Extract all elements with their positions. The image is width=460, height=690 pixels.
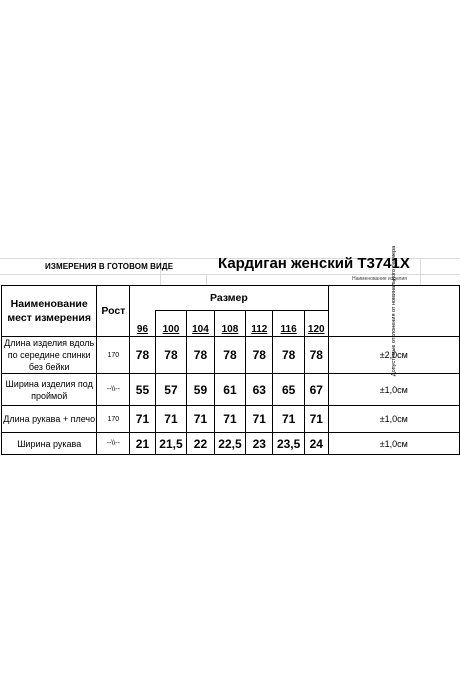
measurement-name: Ширина изделия под проймой	[2, 374, 97, 406]
measurement-name: Длина рукава + плечо	[2, 406, 97, 433]
size-value: 24	[304, 433, 328, 455]
size-value: 21	[130, 433, 155, 455]
tolerance-value: ±2,0см	[328, 337, 459, 374]
size-value: 71	[304, 406, 328, 433]
size-value: 78	[187, 337, 214, 374]
size-value: 22	[187, 433, 214, 455]
table-row	[2, 406, 460, 433]
table-row	[2, 433, 460, 455]
measurements-heading: ИЗМЕРЕНИЯ В ГОТОВОМ ВИДЕ	[45, 262, 174, 271]
size-value: 71	[130, 406, 155, 433]
size-value: 71	[187, 406, 214, 433]
size-value: 71	[273, 406, 305, 433]
tolerance-header: Допустимые отклонения от номинального размера	[328, 286, 459, 337]
size-header: 96	[130, 311, 155, 337]
product-title: Кардиган женский Т3741Х	[218, 255, 410, 272]
height-value: --\\--	[97, 433, 130, 455]
size-value: 71	[246, 406, 273, 433]
size-value: 59	[187, 374, 214, 406]
size-header: 116	[273, 311, 305, 337]
size-value: 65	[273, 374, 305, 406]
size-header: 120	[304, 311, 328, 337]
size-value: 78	[130, 337, 155, 374]
grid-line	[206, 274, 207, 285]
size-value: 78	[214, 337, 246, 374]
size-value: 78	[273, 337, 305, 374]
size-header: 100	[155, 311, 187, 337]
measurement-name: Ширина рукава	[2, 433, 97, 455]
height-header: Рост	[97, 286, 130, 337]
tolerance-value: ±1,0см	[328, 433, 459, 455]
size-group-header: Размер	[130, 286, 328, 311]
size-value: 23	[246, 433, 273, 455]
product-name-note: Наименование изделия	[352, 276, 407, 282]
size-value: 57	[155, 374, 187, 406]
height-value: 170	[97, 406, 130, 433]
size-value: 78	[155, 337, 187, 374]
measurement-name-header: Наименование мест измерения	[2, 286, 97, 337]
size-value: 67	[304, 374, 328, 406]
size-header: 104	[187, 311, 214, 337]
measurement-name: Длина изделия вдоль по середине спинки без бейки	[2, 337, 97, 374]
size-value: 22,5	[214, 433, 246, 455]
size-header: 108	[214, 311, 246, 337]
tolerance-value: ±1,0см	[328, 406, 459, 433]
grid-line	[420, 258, 421, 285]
height-value: 170	[97, 337, 130, 374]
size-value: 63	[246, 374, 273, 406]
size-value: 21,5	[155, 433, 187, 455]
size-value: 78	[246, 337, 273, 374]
size-value: 61	[214, 374, 246, 406]
size-value: 71	[155, 406, 187, 433]
size-header: 112	[246, 311, 273, 337]
height-value: --\\--	[97, 374, 130, 406]
size-value: 71	[214, 406, 246, 433]
size-value: 23,5	[273, 433, 305, 455]
tolerance-value: ±1,0см	[328, 374, 459, 406]
size-value: 78	[304, 337, 328, 374]
table-row	[2, 374, 460, 406]
size-value: 55	[130, 374, 155, 406]
